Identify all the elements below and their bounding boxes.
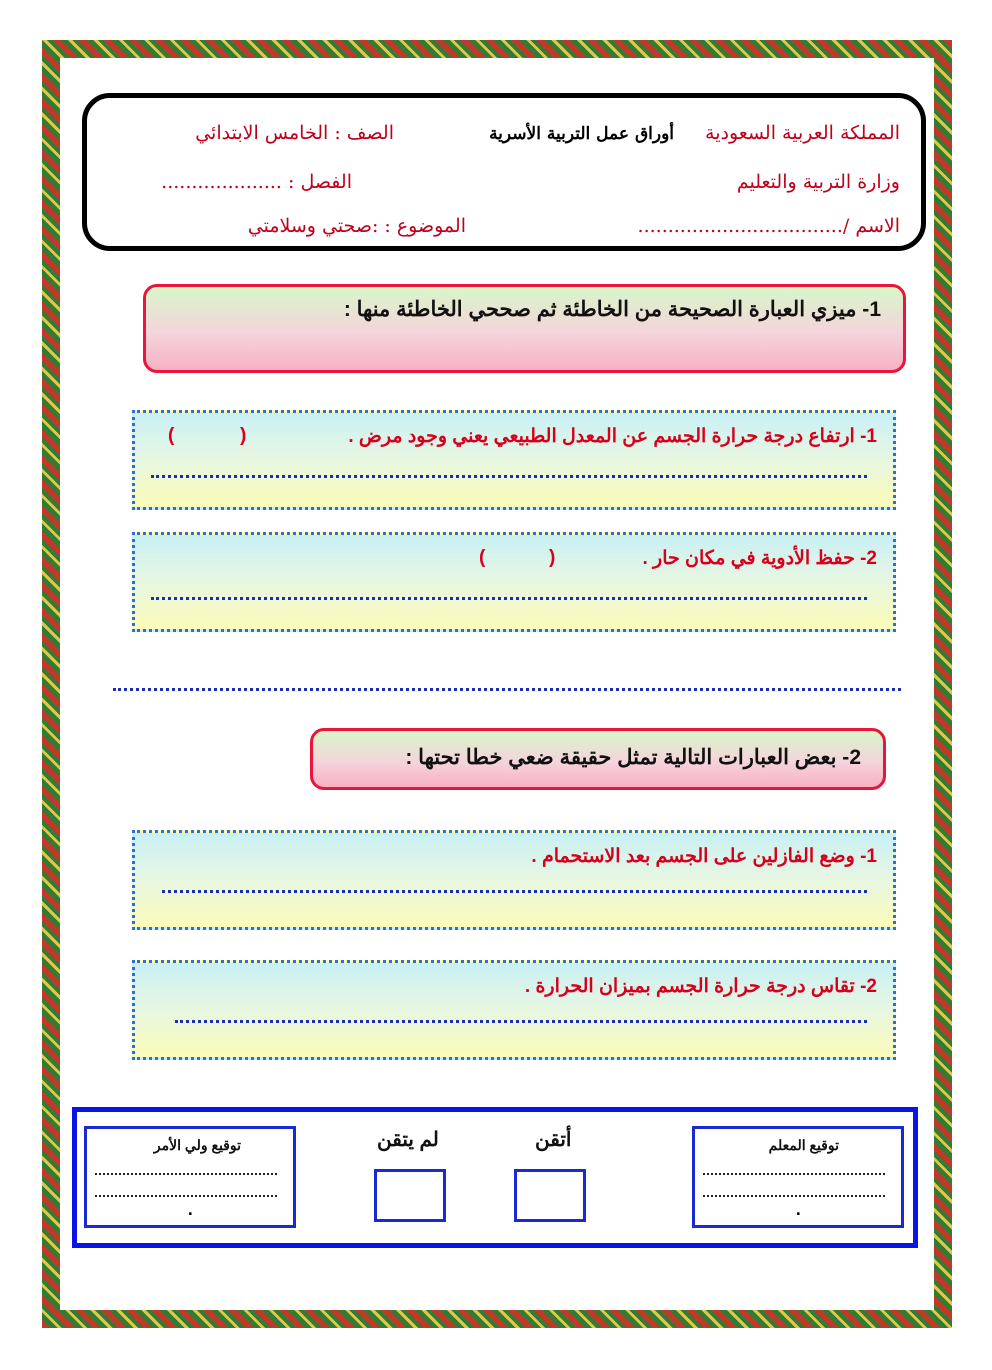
signature-dot: . bbox=[187, 1203, 193, 1219]
worksheet-title: أوراق عمل التربية الأسرية bbox=[489, 124, 674, 144]
grade-text: الصف : الخامس الابتدائي bbox=[195, 122, 394, 144]
name-field[interactable]: الاسم /.................................. bbox=[637, 215, 900, 237]
answer-line[interactable] bbox=[162, 890, 867, 893]
not-mastered-checkbox[interactable] bbox=[374, 1169, 446, 1222]
item-text: 2- حفظ الأدوية في مكان حار . bbox=[642, 548, 877, 569]
kingdom-text: المملكة العربية السعودية bbox=[705, 122, 900, 144]
mastered-checkbox[interactable] bbox=[514, 1169, 586, 1222]
item-text: 2- تقاس درجة حرارة الجسم بميزان الحرارة . bbox=[524, 976, 877, 997]
answer-paren-close: ) bbox=[479, 547, 486, 568]
not-mastered-label: لم يتقن bbox=[377, 1129, 439, 1151]
item-text: 1- وضع الفازلين على الجسم بعد الاستحمام . bbox=[531, 846, 877, 867]
item-text: 1- ارتفاع درجة حرارة الجسم عن المعدل الطبيعي يعني وجود مرض . bbox=[348, 426, 877, 447]
signature-line bbox=[95, 1173, 277, 1175]
question-2-title: 2- بعض العبارات التالية تمثل حقيقة ضعي خطا تحتها : bbox=[405, 746, 861, 769]
signature-dot: . bbox=[795, 1203, 801, 1219]
answer-line-separator[interactable] bbox=[113, 688, 901, 691]
question-1-item-2 bbox=[132, 532, 896, 632]
question-2-item-1 bbox=[132, 830, 896, 930]
question-1-title-box bbox=[143, 284, 906, 373]
ministry-text: وزارة التربية والتعليم bbox=[736, 171, 900, 193]
answer-line[interactable] bbox=[151, 597, 867, 600]
answer-paren-close: ) bbox=[168, 425, 175, 446]
teacher-signature-label: توقيع المعلم bbox=[768, 1137, 839, 1153]
signature-line bbox=[95, 1195, 277, 1197]
answer-line[interactable] bbox=[151, 475, 867, 478]
signature-line bbox=[703, 1195, 885, 1197]
signature-line bbox=[703, 1173, 885, 1175]
question-1-item-1 bbox=[132, 410, 896, 510]
question-2-item-2 bbox=[132, 960, 896, 1060]
topic-text: الموضوع : :صحتي وسلامتي bbox=[247, 215, 466, 237]
answer-line[interactable] bbox=[175, 1020, 867, 1023]
question-2-title-box bbox=[310, 728, 886, 790]
mastered-label: أتقن bbox=[535, 1129, 572, 1151]
parent-signature-box[interactable] bbox=[84, 1126, 296, 1228]
parent-signature-label: توقيع ولي الأمر bbox=[153, 1137, 241, 1153]
answer-paren-open: ( bbox=[240, 425, 247, 446]
teacher-signature-box[interactable] bbox=[692, 1126, 904, 1228]
question-1-title: 1- ميزي العبارة الصحيحة من الخاطئة ثم صححي الخاطئة منها : bbox=[343, 298, 881, 321]
semester-field[interactable]: الفصل : .................... bbox=[161, 171, 352, 193]
answer-paren-open: ( bbox=[549, 547, 556, 568]
